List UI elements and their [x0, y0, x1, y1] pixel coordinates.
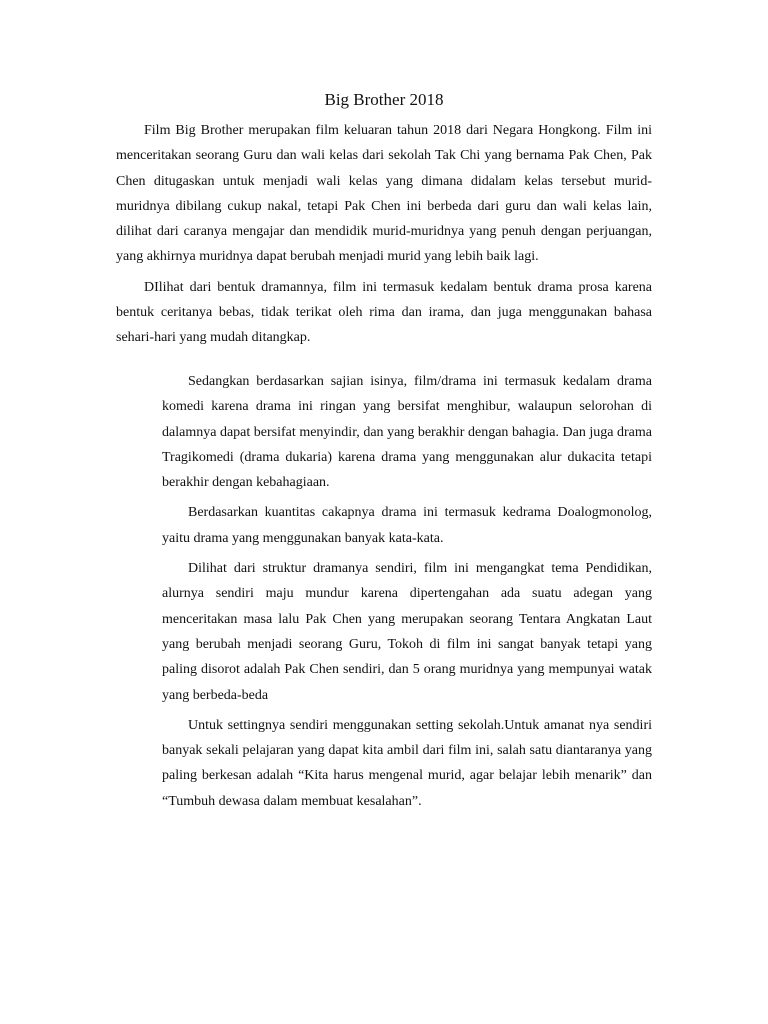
- paragraph-dialogue-quantity: Berdasarkan kuantitas cakapnya drama ini termasuk kedrama Doalogmonolog, yaitu drama yang menggunakan banyak kata-kata.: [162, 505, 652, 546]
- paragraph-intro: Film Big Brother merupakan film keluaran tahun 2018 dari Negara Hongkong. Film ini menceritakan seorang Guru dan wali kelas dari sekolah Tak Chi yang bernama Pak Chen, Pak Chen ditugaskan untuk menjadi wali kelas yang dimana didalam kelas tersebut murid-muridnya dibilang cukup nakal, tetapi Pak Chen ini berbeda dari guru dan wali kelas lain, dilihat dari caranya mengajar dan mendidik murid-muridnya yang penuh dengan perjuangan, yang akhirnya muridnya dapat berubah menjadi murid yang lebih baik lagi.: [116, 123, 652, 265]
- paragraph-content-type: Sedangkan berdasarkan sajian isinya, film/drama ini termasuk kedalam drama komedi karena drama ini ringan yang bersifat menghibur, walaupun selorohan di dalamnya dapat bersifat menyindir, dan yang berakhir dengan bahagia. Dan juga drama Tragikomedi (drama dukaria) karena drama yang menggunakan alur dukacita tetapi berakhir dengan kebahagiaan.: [162, 374, 652, 491]
- body-text: [116, 118, 652, 356]
- paragraph-setting-message: Untuk settingnya sendiri menggunakan setting sekolah.Untuk amanat nya sendiri banyak sekali pelajaran yang dapat kita ambil dari film ini, salah satu diantaranya yang paling berkesan adalah “Kita harus mengenal murid, agar belajar lebih menarik” dan “Tumbuh dewasa dalam membuat kesalahan”.: [162, 717, 652, 809]
- paragraph-structure: Dilihat dari struktur dramanya sendiri, film ini mengangkat tema Pendidikan, alurnya sendiri maju mundur karena dipertengahan ada suatu adegan yang menceritakan masa lalu Pak Chen yang merupakan seorang Tentara Angkatan Laut yang berubah menjadi seorang Guru, Tokoh di film ini sangat banyak tetapi yang paling disorot adalah Pak Chen sendiri, dan 5 orang muridnya yang mempunyai watak yang berbeda-beda: [162, 561, 652, 703]
- paragraph-drama-form: DIlihat dari bentuk dramannya, film ini termasuk kedalam bentuk drama prosa karena bentuk ceritanya bebas, tidak terikat oleh rima dan irama, dan juga menggunakan bahasa sehari-hari yang mudah ditangkap.: [116, 279, 652, 346]
- document-title: Big Brother 2018: [324, 90, 444, 109]
- indented-body-text: [162, 369, 652, 819]
